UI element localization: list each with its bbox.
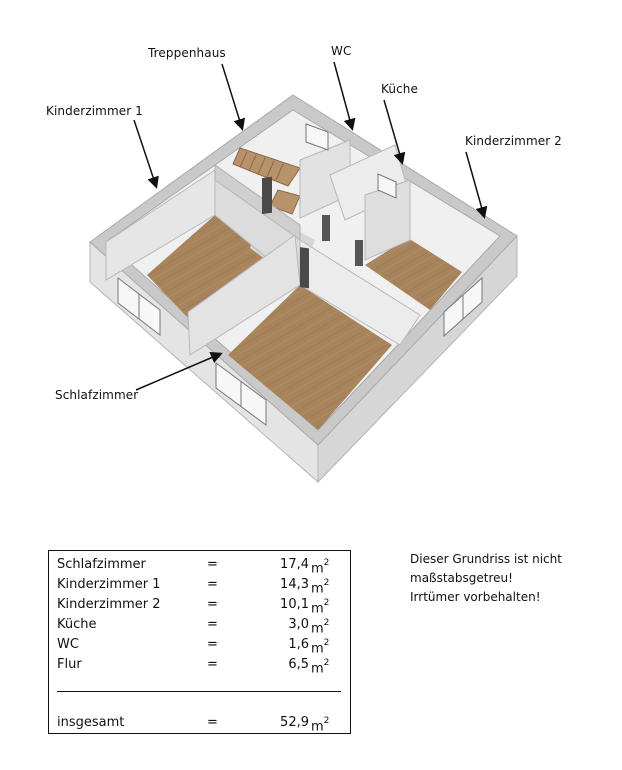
label-treppenhaus: Treppenhaus: [148, 46, 226, 60]
area-value: 14,3: [280, 577, 309, 592]
equals-sign: =: [207, 715, 218, 730]
arrow-wc: [334, 62, 352, 128]
area-value: 1,6: [288, 637, 309, 652]
area-unit: $m^2$: [311, 658, 330, 677]
room-name: Kinderzimmer 1: [57, 577, 161, 592]
label-kinderzimmer-2: Kinderzimmer 2: [465, 134, 562, 148]
room-name: Küche: [57, 617, 97, 632]
area-row: [57, 615, 337, 635]
area-value: 6,5: [288, 657, 309, 672]
area-unit: $m^2$: [311, 716, 330, 735]
equals-sign: =: [207, 617, 218, 632]
arrow-treppenhaus: [222, 64, 242, 128]
total-value: 52,9: [280, 715, 309, 730]
equals-sign: =: [207, 557, 218, 572]
equals-sign: =: [207, 577, 218, 592]
door-kueche: [322, 215, 330, 241]
disclaimer-line: Irrtümer vorbehalten!: [410, 590, 541, 604]
area-value: 3,0: [288, 617, 309, 632]
door-kinderzimmer-2: [355, 240, 363, 266]
room-name: Schlafzimmer: [57, 557, 146, 572]
disclaimer-line: maßstabsgetreu!: [410, 571, 513, 585]
divider: [57, 691, 341, 692]
disclaimer: [410, 550, 562, 607]
arrow-kinderzimmer-1: [134, 120, 156, 186]
area-unit: $m^2$: [311, 558, 330, 577]
area-table: [48, 550, 351, 734]
room-name: WC: [57, 637, 79, 652]
disclaimer-line: Dieser Grundriss ist nicht: [410, 552, 562, 566]
area-unit: $m^2$: [311, 578, 330, 597]
label-kueche: Küche: [381, 82, 418, 96]
area-unit: $m^2$: [311, 598, 330, 617]
label-schlafzimmer: Schlafzimmer: [55, 388, 139, 402]
total-label: insgesamt: [57, 715, 125, 730]
room-name: Flur: [57, 657, 82, 672]
equals-sign: =: [207, 657, 218, 672]
area-row: [57, 595, 337, 615]
equals-sign: =: [207, 597, 218, 612]
area-value: 10,1: [280, 597, 309, 612]
area-value: 17,4: [280, 557, 309, 572]
area-unit: $m^2$: [311, 638, 330, 657]
room-name: Kinderzimmer 2: [57, 597, 161, 612]
area-unit: $m^2$: [311, 618, 330, 637]
total-row: [57, 713, 337, 733]
area-row: [57, 575, 337, 595]
door-schlafzimmer: [300, 247, 309, 288]
area-row: [57, 555, 337, 575]
area-row: [57, 635, 337, 655]
door-kinderzimmer-1: [262, 177, 272, 214]
label-kinderzimmer-1: Kinderzimmer 1: [46, 104, 143, 118]
area-row: [57, 655, 337, 675]
equals-sign: =: [207, 637, 218, 652]
label-wc: WC: [331, 44, 352, 58]
